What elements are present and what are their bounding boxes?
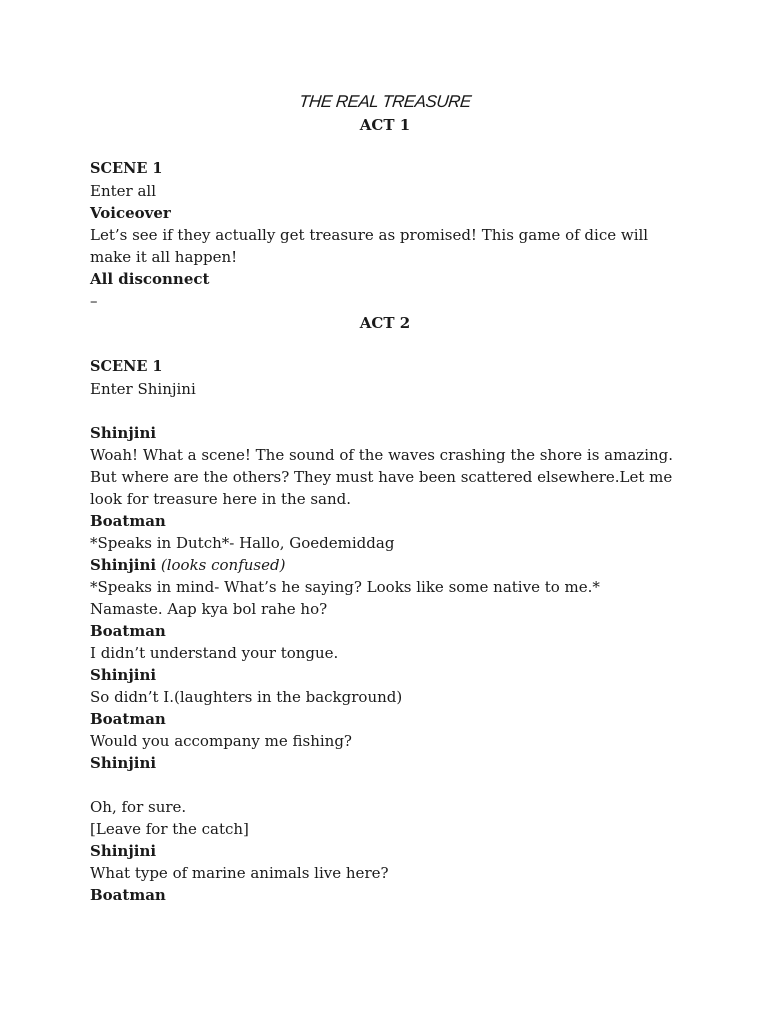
stage-direction: [Leave for the catch] <box>90 820 249 838</box>
dialogue-text: *Speaks in mind- What’s he saying? Looks like some native to me.* <box>90 578 600 596</box>
dialogue-text: Woah! What a scene! The sound of the waves crashing the shore is amazing. But where are the others? They must have been scattered elsewhere.Let me look for treasure here in the sand. <box>90 446 674 508</box>
spacer <box>90 334 680 356</box>
dialogue-text: What type of marine animals live here? <box>90 864 389 882</box>
dash-separator: – <box>90 292 98 310</box>
stage-direction: Enter Shinjini <box>90 380 196 398</box>
speaker-name: Boatman <box>90 512 166 530</box>
speaker-name: Shinjini <box>90 666 157 684</box>
script-page <box>90 90 680 906</box>
speaker-name: Boatman <box>90 710 166 728</box>
dialogue-text: Let’s see if they actually get treasure as promised! This game of dice will make it all happen! <box>90 226 649 266</box>
speaker-name: Boatman <box>90 622 166 640</box>
dialogue-text: Would you accompany me fishing? <box>90 732 352 750</box>
speaker-name: Shinjini <box>90 424 157 442</box>
spacer <box>90 774 680 796</box>
dialogue-text: I didn’t understand your tongue. <box>90 644 339 662</box>
dialogue-text: So didn’t I.(laughters in the background) <box>90 688 403 706</box>
speaker-name: Shinjini <box>90 842 157 860</box>
stage-direction: (looks confused) <box>160 556 286 574</box>
spacer <box>90 136 680 158</box>
act-1-scene-heading: SCENE 1 <box>90 160 163 177</box>
stage-direction: Enter all <box>90 182 156 200</box>
dialogue-text: Oh, for sure. <box>90 798 187 816</box>
speaker-name: Shinjini <box>90 754 157 772</box>
speaker-line <box>90 554 680 576</box>
speaker-name: Boatman <box>90 886 166 904</box>
stage-direction: All disconnect <box>90 270 210 288</box>
speaker-name: Voiceover <box>90 204 171 222</box>
script-title: THE REAL TREASURE <box>298 92 472 111</box>
dialogue-text: *Speaks in Dutch*- Hallo, Goedemiddag <box>90 534 395 552</box>
spacer <box>90 400 680 422</box>
speaker-name: Shinjini <box>90 556 157 574</box>
act-2-scene-heading: SCENE 1 <box>90 358 163 375</box>
act-1-heading: ACT 1 <box>359 116 411 134</box>
dialogue-text: Namaste. Aap kya bol rahe ho? <box>90 600 328 618</box>
act-2-heading: ACT 2 <box>359 314 411 332</box>
